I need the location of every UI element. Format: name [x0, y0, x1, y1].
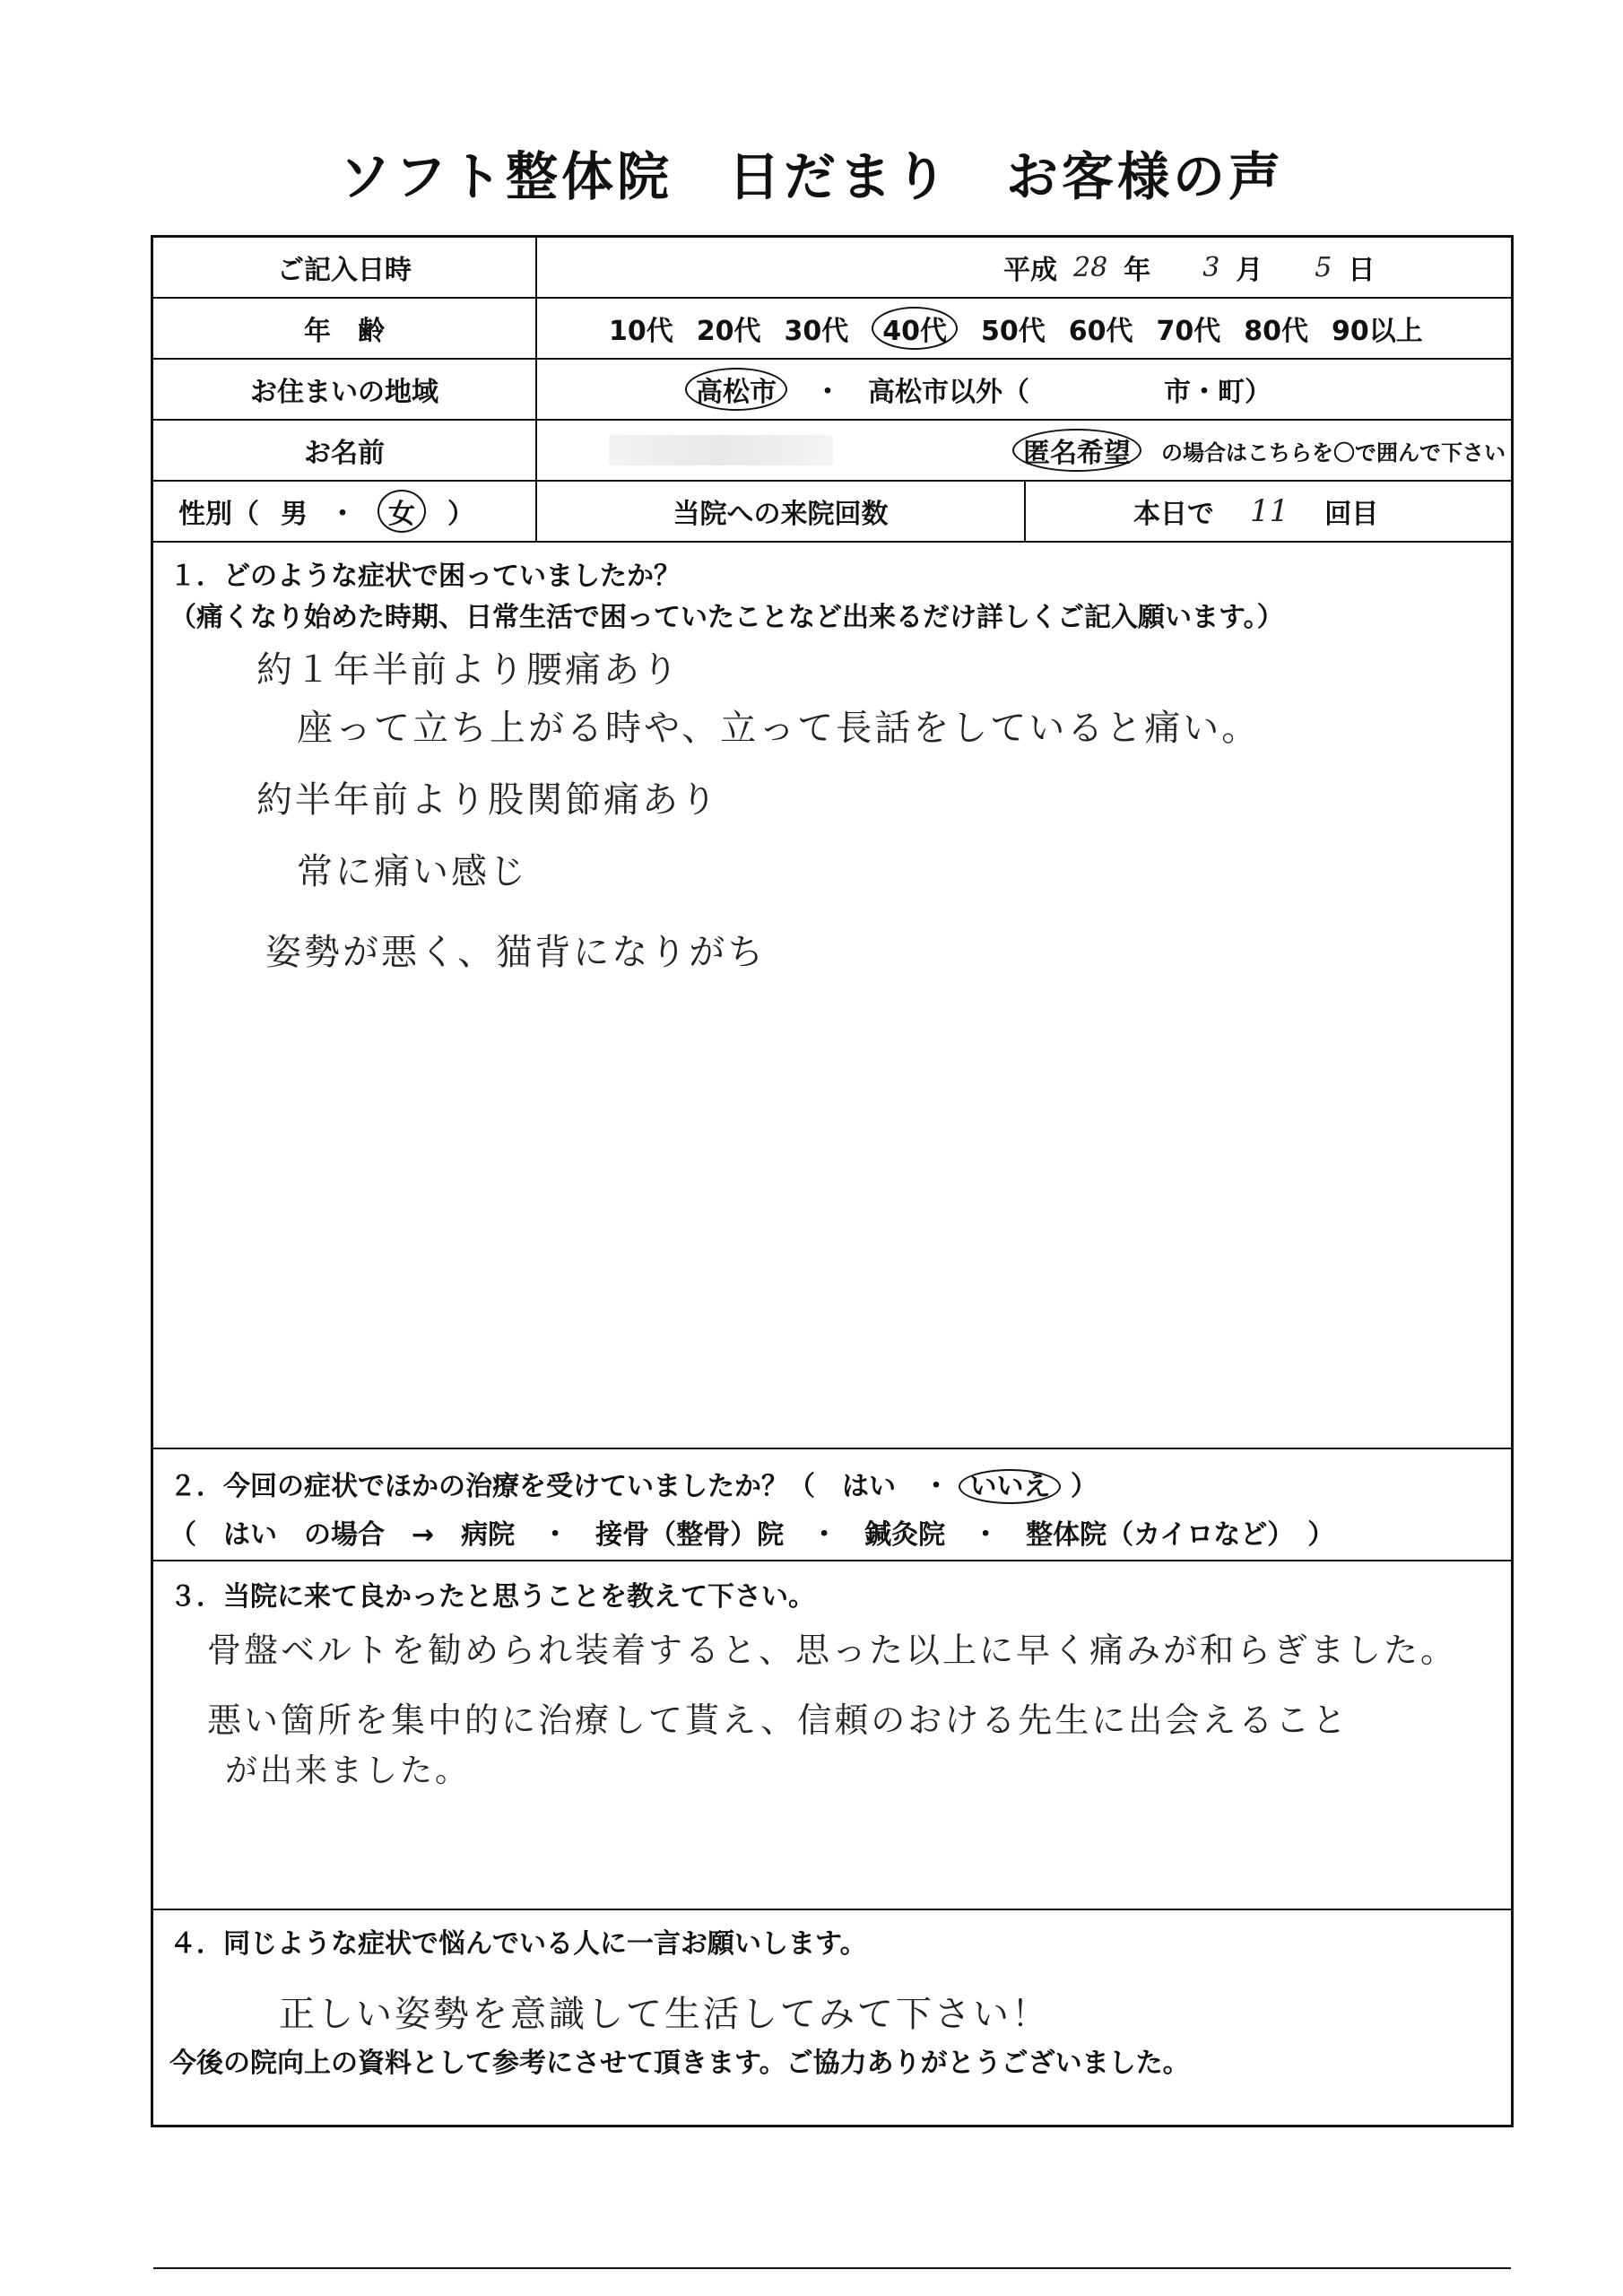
year-unit: 年 [1124, 255, 1151, 286]
today-label: 本日で [1133, 499, 1214, 530]
visit-count-value: 11 [1250, 493, 1289, 529]
q4-answer-line: 正しい姿勢を意識して生活してみて下さい！ [279, 1994, 1050, 2035]
name-value [537, 421, 1511, 480]
age-label: 年 齢 [153, 299, 537, 358]
age-option: 70代 [1156, 316, 1221, 347]
q3-section [153, 1561, 1511, 1910]
era: 平成 [1003, 255, 1057, 286]
q2-question-line [169, 1464, 1098, 1503]
visits-label: 当院への来院回数 [537, 482, 1026, 541]
q3-question: ３．当院に来て良かったと思うことを教えて下さい。 [169, 1581, 815, 1613]
gender-separator: ・ [329, 499, 356, 530]
gender-field [153, 482, 537, 541]
age-row [153, 299, 1511, 360]
area-option-other: 高松市以外（ [868, 377, 1029, 408]
gender-male: 男 [281, 499, 308, 530]
q1-answer-line: 座って立ち上がる時や、立って長話をしていると痛い。 [297, 708, 1261, 749]
year-value: 28 [1073, 251, 1108, 283]
age-option: 20代 [696, 316, 761, 347]
q2-question: ２．今回の症状でほかの治療を受けていましたか？（ はい ・ [169, 1471, 950, 1502]
age-option: 30代 [784, 316, 849, 347]
day-value: 5 [1315, 251, 1332, 283]
q1-sub: （痛くなり始めた時期、日常生活で困っていたことなど出来るだけ詳しくご記入願います。） [169, 602, 1284, 633]
anonymous-option: 匿名希望 [1012, 429, 1141, 472]
area-separator: ・ [814, 377, 841, 408]
q3-answer-line: 骨盤ベルトを勧められ装着すると、思った以上に早く痛みが和らぎました。 [207, 1631, 1458, 1670]
age-option: 10代 [609, 316, 673, 347]
q1-question: １．どのような症状で困っていましたか？ [169, 561, 681, 592]
date-label: ご記入日時 [153, 238, 537, 297]
area-row [153, 360, 1511, 421]
age-option: 90以上 [1332, 316, 1423, 347]
name-label: お名前 [153, 421, 537, 480]
q1-answer-line: 約半年前より股関節痛あり [256, 779, 719, 821]
area-options [537, 360, 1511, 419]
date-value [537, 238, 1511, 297]
gender-label: 性別（ [178, 499, 259, 530]
age-option: 80代 [1244, 316, 1308, 347]
q1-section [153, 543, 1511, 1449]
form-title: ソフト整体院 日だまり お客様の声 [338, 146, 1284, 207]
survey-form [151, 235, 1514, 2127]
q1-answer-line: 約１年半前より腰痛あり [256, 649, 681, 691]
q3-answer-line: が出来ました。 [225, 1752, 471, 1789]
q2-answer-no-selected: いいえ [959, 1469, 1061, 1504]
gender-female-selected: 女 [378, 490, 426, 533]
name-row [153, 421, 1511, 482]
q4-question: ４．同じような症状で悩んでいる人に一言お願いします。 [169, 1928, 867, 1960]
age-options [537, 299, 1511, 358]
visit-count-unit: 回目 [1324, 499, 1379, 530]
date-row [153, 238, 1511, 299]
footer-thanks: 今後の院向上の資料として参考にさせて頂きます。ご協力ありがとうございました。 [169, 2048, 1190, 2079]
age-option: 60代 [1068, 316, 1133, 347]
q1-answer-line: 姿勢が悪く、猫背になりがち [265, 932, 767, 973]
age-option: 50代 [981, 316, 1046, 347]
day-unit: 日 [1348, 255, 1376, 286]
visit-count [1026, 482, 1511, 541]
gender-visits-row [153, 482, 1511, 543]
q1-answer-line: 常に痛い感じ [297, 851, 528, 892]
q2-line2: （ はい の場合 → 病院 ・ 接骨（整骨）院 ・ 鍼灸院 ・ 整体院（カイロなど） ） [169, 1519, 1335, 1551]
area-option-takamatsu: 高松市 [685, 368, 787, 411]
redacted-name [609, 435, 833, 465]
age-option-selected: 40代 [872, 307, 958, 350]
gender-close: ） [447, 499, 474, 530]
anonymous-note: の場合はこちらを〇で囲んで下さい [1161, 439, 1506, 465]
area-label: お住まいの地域 [153, 360, 537, 419]
q2-close: ） [1070, 1471, 1098, 1502]
q2-section [153, 1449, 1511, 1561]
area-option-other-tail: 市・町） [1164, 377, 1271, 408]
month-value: 3 [1202, 251, 1220, 283]
q4-section [153, 1910, 1511, 2269]
month-unit: 月 [1236, 255, 1263, 286]
q3-answer-line: 悪い箇所を集中的に治療して貰え、信頼のおける先生に出会えること [207, 1700, 1350, 1740]
